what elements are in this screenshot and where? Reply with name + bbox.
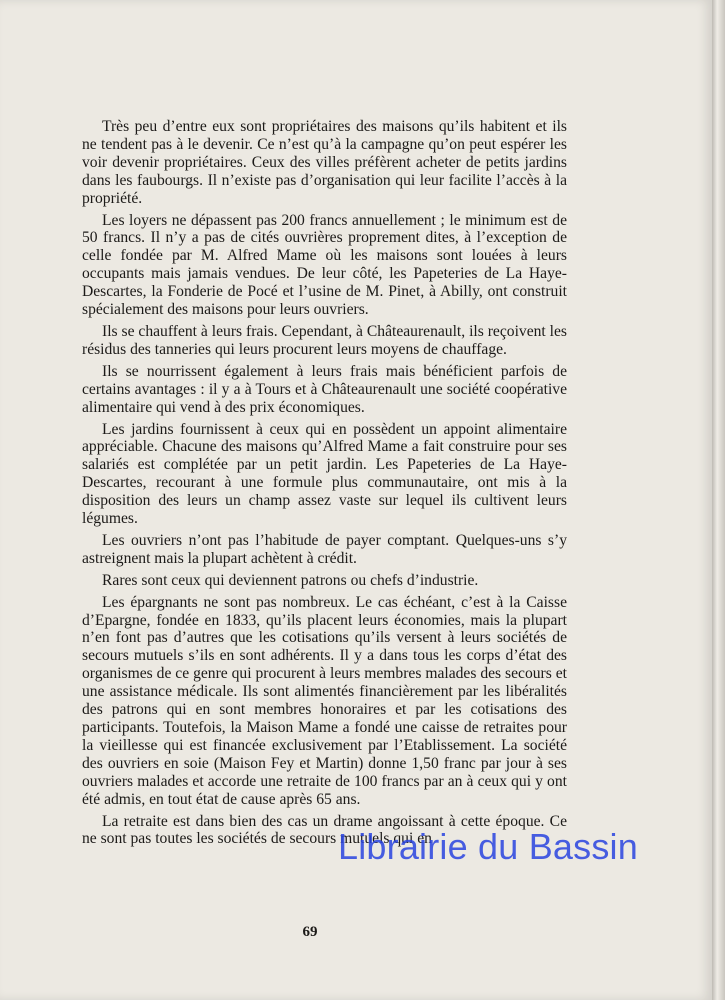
paragraph-9: La retraite est dans bien des cas un drame angoissant à cette époque. Ce ne sont pas toutes les sociétés de secours mutuels qui en [82, 812, 567, 848]
paragraph-1: Très peu d’entre eux sont propriétaires des maisons qu’ils habitent et ils ne tendent pas à le devenir. Ce n’est qu’à la campagne qu’on peut espérer les voir devenir propriétaires. Ceux des villes préfèrent acheter de petits jardins dans les faubourgs. Il n’existe pas d’organisation qui leur facilite l’accès à la propriété. [82, 118, 567, 207]
paragraph-4: Ils se nourrissent également à leurs frais mais bénéficient parfois de certains avantages : il y a à Tours et à Châteaurenault une société coopérative alimentaire qui vend à des prix économiques. [82, 362, 567, 416]
watermark: Librairie du Bassin [338, 826, 638, 867]
body-text [82, 118, 567, 852]
book-spine [712, 0, 725, 1000]
paragraph-2: Les loyers ne dépassent pas 200 francs annuellement ; le minimum est de 50 francs. Il n’y a pas de cités ouvrières proprement dites, à l’exception de celle fondée par M. Alfred Mame où les maisons sont louées à leurs occupants mais jamais vendues. De leur côté, les Papeteries de La Haye-Descartes, la Fonderie de Pocé et l’usine de M. Pinet, à Abilly, ont construit spécialement des maisons pour leurs ouvriers. [82, 211, 567, 319]
paragraph-6: Les ouvriers n’ont pas l’habitude de payer comptant. Quelques-uns s’y astreignent mais la plupart achètent à crédit. [82, 531, 567, 567]
paragraph-5: Les jardins fournissent à ceux qui en possèdent un appoint alimentaire appréciable. Chacune des maisons qu’Alfred Mame a fait construire pour ses salariés est complétée par un petit jardin. Les Papeteries de La Haye-Descartes, recourant à une formule plus communautaire, ont mis à la disposition des leurs un champ assez vaste sur lequel ils cultivent leurs légumes. [82, 420, 567, 528]
page-number: 69 [302, 924, 318, 940]
paragraph-3: Ils se chauffent à leurs frais. Cependant, à Châteaurenault, ils reçoivent les résidus des tanneries qui leurs procurent leurs moyens de chauffage. [82, 322, 567, 358]
paragraph-7: Rares sont ceux qui deviennent patrons ou chefs d’industrie. [102, 571, 479, 589]
paragraph-8: Les épargnants ne sont pas nombreux. Le cas échéant, c’est à la Caisse d’Epargne, fondée en 1833, qu’ils placent leurs économies, mais la plupart n’en font pas d’autres que les cotisations qu’ils versent à leurs sociétés de secours mutuels s’ils en sont adhérents. Il y a dans tous les corps d’état des organismes de ce genre qui procurent à leurs membres malades des secours et une assistance médicale. Ils sont alimentés financièrement par les libéralités des patrons qui en sont membres honoraires et par les cotisations des participants. Toutefois, la Maison Mame a fondé une caisse de retraites pour la vieillesse qui est financée exclusivement par l’Etablissement. La société des ouvriers en soie (Maison Fey et Martin) donne 1,50 franc par jour à ses ouvriers malades et accorde une retraite de 100 francs par an à ceux qui y ont été admis, en tout état de cause après 65 ans. [82, 593, 567, 808]
